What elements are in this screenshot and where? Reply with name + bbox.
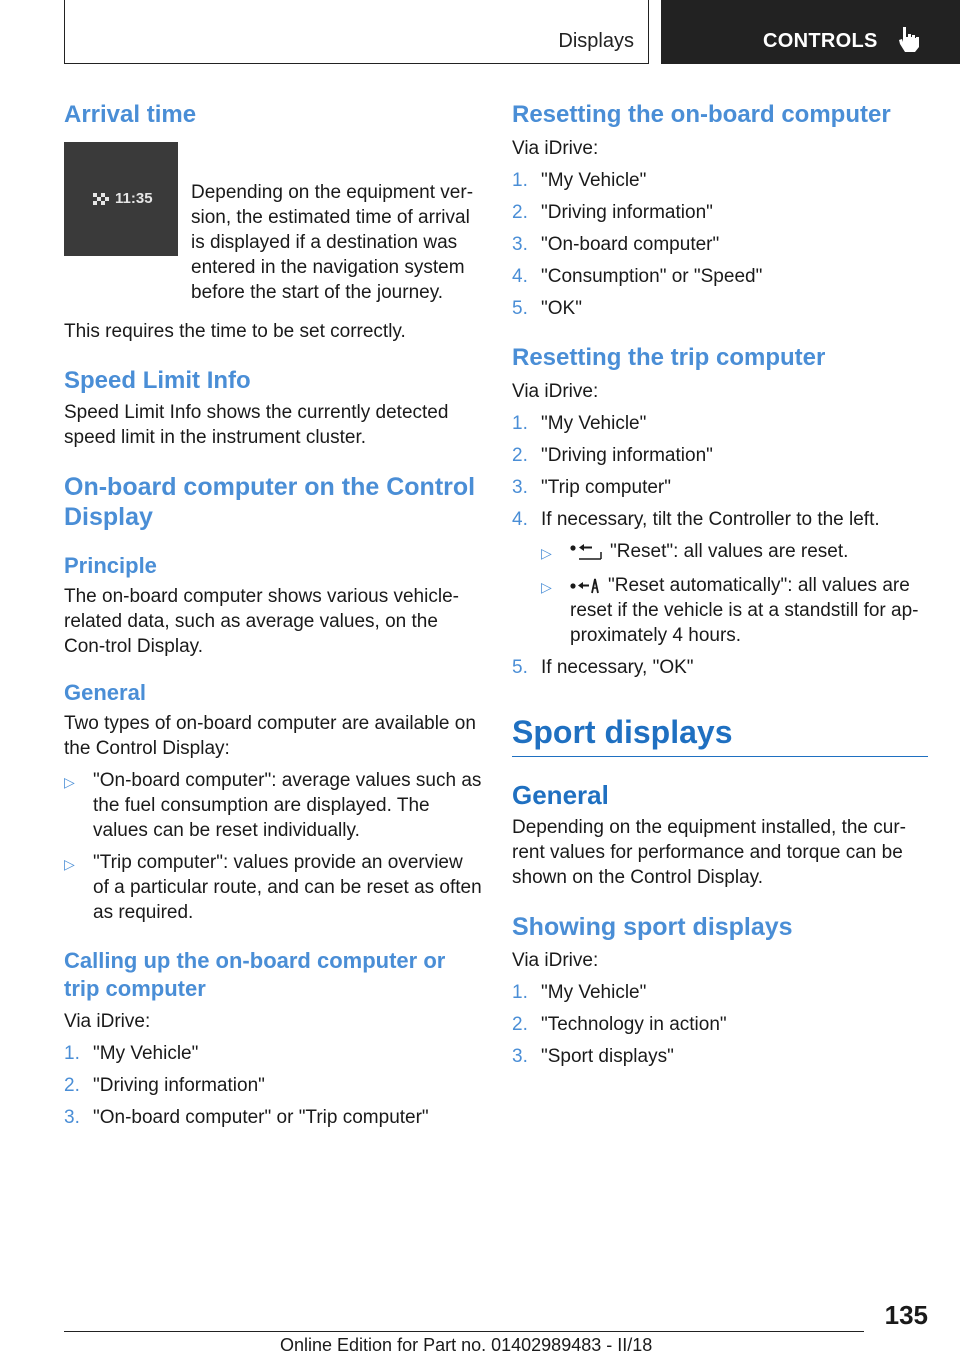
arrival-time-value: 11:35 — [115, 190, 153, 207]
left-column — [64, 100, 482, 1130]
list-item: ▷ "Reset": all values are reset. — [541, 539, 928, 566]
footer-edition: Online Edition for Part no. 01402989483 - II/18 — [280, 1335, 653, 1355]
calling-up-via: Via iDrive: — [64, 1011, 151, 1032]
bullet-triangle-icon: ▷ — [541, 545, 552, 561]
destination-flag-icon — [92, 192, 110, 206]
showing-sport-steps — [512, 980, 928, 1069]
speed-limit-text: Speed Limit Info shows the currently detected speed limit in the instrument cluster. — [64, 402, 449, 448]
list-item: 3. "Sport displays" — [512, 1046, 674, 1067]
right-column — [512, 100, 928, 1069]
list-item: 1. "My Vehicle" — [512, 170, 647, 191]
list-item: ▷ "On-board computer": average values such as the fuel consumption are displayed. The values can be reset individually. — [64, 770, 482, 841]
arrival-time-note: This requires the time to be set correctly. — [64, 321, 406, 342]
header-chapter-box — [661, 0, 960, 64]
principle-heading: Principle — [64, 553, 157, 578]
page-number: 135 — [884, 1300, 928, 1330]
header-chapter-title: CONTROLS — [763, 30, 878, 52]
list-item: 2. "Driving information" — [64, 1075, 265, 1096]
reset-onboard-via: Via iDrive: — [512, 138, 599, 159]
sport-general-text: Depending on the equipment installed, the cur-rent values for performance and torque can be shown on the Control Display. — [512, 817, 906, 888]
list-item: 4. If necessary, tilt the Controller to the left. — [512, 509, 880, 530]
general-text: Two types of on-board computer are available on the Control Display: — [64, 713, 476, 759]
bullet-triangle-icon: ▷ — [64, 774, 75, 790]
list-item: 1. "My Vehicle" — [512, 982, 647, 1003]
onboard-computer-heading: On-board computer on the Control Display — [64, 473, 476, 531]
speed-limit-heading: Speed Limit Info — [64, 367, 251, 394]
reset-onboard-steps — [512, 168, 928, 321]
arrival-time-figure-row — [64, 138, 482, 305]
list-item: 1. "My Vehicle" — [64, 1043, 199, 1064]
principle-text: The on-board computer shows various vehicle-related data, such as average values, on the Con-trol Display. — [64, 586, 459, 657]
header-section-box — [64, 0, 649, 64]
list-item: 5. "OK" — [512, 298, 582, 319]
bullet-triangle-icon: ▷ — [541, 579, 552, 595]
sport-general-heading: General — [512, 780, 609, 810]
list-item: 2. "Technology in action" — [512, 1014, 727, 1035]
list-item: ▷ "Trip computer": values provide an overview of a particular route, and can be reset as often as required. — [64, 852, 482, 923]
arrival-time-text: Depending on the equipment ver-sion, the estimated time of arrival is displayed if a destination was entered in the navigation system before the start of the journey. — [191, 182, 474, 303]
list-item: 3. "On-board computer" — [512, 234, 720, 255]
arrival-time-display-figure — [64, 142, 178, 256]
list-item: 2. "Driving information" — [512, 202, 713, 223]
reset-trip-heading: Resetting the trip computer — [512, 344, 826, 371]
pointing-hand-icon — [897, 25, 921, 53]
reset-automatically-icon — [570, 577, 600, 595]
list-item: 3. "Trip computer" — [512, 477, 671, 498]
computer-types-list — [64, 768, 482, 925]
reset-icon — [570, 543, 602, 561]
calling-up-heading: Calling up the on-board computer or trip computer — [64, 948, 446, 1001]
list-item: 3. "On-board computer" or "Trip computer" — [64, 1107, 429, 1128]
sport-displays-heading: Sport displays — [512, 710, 928, 757]
list-item: ▷ "Reset automatically": all values are reset if the vehicle is at a standstill for ap-proximately 4 hours. — [541, 575, 919, 646]
footer-divider — [64, 1331, 864, 1332]
list-item: 1. "My Vehicle" — [512, 413, 647, 434]
list-item: 2. "Driving information" — [512, 445, 713, 466]
arrival-time-heading: Arrival time — [64, 101, 197, 128]
general-heading: General — [64, 680, 146, 705]
reset-trip-steps — [512, 411, 928, 532]
showing-sport-via: Via iDrive: — [512, 950, 599, 971]
header-section-title: Displays — [558, 30, 634, 52]
calling-up-steps — [64, 1041, 482, 1130]
reset-onboard-heading: Resetting the on-board computer — [512, 101, 891, 128]
list-item: 4. "Consumption" or "Speed" — [512, 266, 763, 287]
list-item: 5. If necessary, "OK" — [512, 657, 694, 678]
reset-trip-via: Via iDrive: — [512, 381, 599, 402]
reset-trip-step-5 — [512, 655, 928, 680]
reset-options-list — [512, 539, 928, 648]
showing-sport-heading: Showing sport displays — [512, 913, 793, 941]
bullet-triangle-icon: ▷ — [64, 856, 75, 872]
